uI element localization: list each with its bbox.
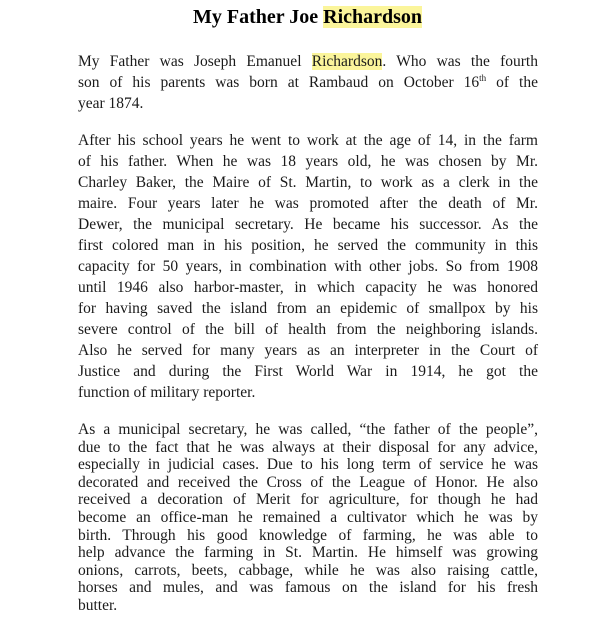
highlight-span: Richardson (311, 53, 383, 70)
paragraph-line: Charley Baker, the Maire of St. Martin, to work as a clerk in the (78, 174, 538, 191)
paragraph-line: capacity for 50 years, in combination with other jobs. So from 1908 (78, 258, 538, 275)
paragraph-line: onions, carrots, beets, cabbage, while he was also raising cattle, (78, 562, 538, 579)
paragraph-line: become an office-man he remained a cultivator which he was by (78, 509, 538, 526)
paragraph-line: help advance the farming in St. Martin. He himself was growing (78, 544, 538, 561)
title-highlight: Richardson (323, 6, 423, 28)
paragraph-line: year 1874. (78, 95, 144, 112)
paragraph-line: until 1946 also harbor-master, in which capacity he was honored (78, 279, 538, 296)
paragraph-line (78, 73, 538, 93)
text-span: . Who was the fourth (382, 53, 538, 70)
paragraph-line: especially in judicial cases. Due to his long term of service he was (78, 456, 538, 473)
text-span: My Father was Joseph Emanuel (78, 53, 312, 70)
paragraph-line: Dewer, the municipal secretary. He became his successor. As the (78, 216, 538, 233)
paragraph-line: maire. Four years later he was promoted after the death of Mr. (78, 195, 538, 212)
paragraph-line: Also he served for many years as an interpreter in the Court of (78, 342, 538, 359)
paragraph-line: As a municipal secretary, he was called, “the father of the people”, (78, 421, 538, 438)
paragraph-line: horses and mules, and was famous on the island for his fresh (78, 579, 538, 596)
paragraph-line: birth. Through his good knowledge of farming, he was able to (78, 527, 538, 544)
paragraph-line: Justice and during the First World War in 1914, he got the (78, 363, 538, 380)
text-span: of the (486, 74, 538, 91)
superscript: th (479, 72, 487, 83)
paragraph-line: of his father. When he was 18 years old, he was chosen by Mr. (78, 153, 538, 170)
text-span: son of his parents was born at Rambaud on October 16 (78, 74, 480, 91)
paragraph-line: After his school years he went to work at the age of 14, in the farm (78, 132, 538, 149)
paragraph-line (78, 52, 538, 72)
paragraph-line: for having saved the island from an epidemic of smallpox by his (78, 300, 538, 317)
paragraph-line: function of military reporter. (78, 384, 256, 401)
paragraph-line: severe control of the bill of health from the neighboring islands. (78, 321, 538, 338)
page-title (0, 5, 615, 29)
paragraph-line: first colored man in his position, he served the community in this (78, 237, 538, 254)
paragraph-line: received a decoration of Merit for agriculture, for though he had (78, 491, 538, 508)
paragraph-line: butter. (78, 597, 118, 614)
title-text: My Father Joe (192, 6, 324, 28)
paragraph-line: decorated and received the Cross of the League of Honor. He also (78, 474, 538, 491)
paragraph-line: due to the fact that he was always at their disposal for any advice, (78, 439, 538, 456)
